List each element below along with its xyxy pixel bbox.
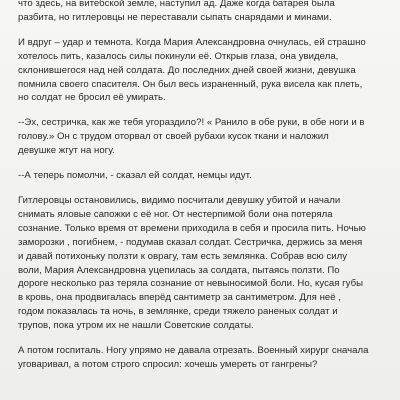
text-line: годом показалась та ночь, в землянке, среди тяжело раненых солдат и (18, 306, 338, 318)
text-line: дороге несколько раз теряла сознание от невыносимой боли. Но, кусая губы (18, 278, 364, 290)
text-line: воли, Мария Александровна уцепилась за солдата, пытаясь ползти. По (18, 264, 340, 276)
text-line: А потом госпиталь. Ногу упрямо не давала отрезать. Военный хирург сначала (18, 345, 369, 357)
paragraph-5 (18, 194, 394, 333)
text-line: Гитлеровцы остановились, видимо посчитали девушку убитой и начали (18, 194, 341, 206)
text-line: --Эх, сестричка, как же тебя угораздило?! « Ранило в обе руки, в обе ноги и в (18, 117, 365, 129)
text-line: снимать яловые сапожки с её ног. От нестерпимой боли она потеряла (18, 208, 333, 220)
text-line: сознание. Только время от времени приходила в себя и просила пить. Ночью (18, 222, 366, 234)
text-line: --А теперь помолчи, - сказал ей солдат, немцы идут. (18, 170, 252, 182)
text-line: хотелось пить, казалось силы покинули её. Открыв глаза, она увидела, (18, 50, 339, 62)
text-line: в кровь, она продвигалась вперёд сантиметр за сантиметром. Для неё , (18, 292, 341, 304)
text-line: что здесь, на витебской земле, наступил ад. Даже когда батарея была (18, 0, 335, 9)
text-line: трупов, пока утром их не нашли Советские солдаты. (18, 320, 254, 332)
text-line: девушке жгут на ногу. (18, 145, 115, 157)
paragraph-1 (18, 0, 394, 25)
text-line: уговаривал, а потом строго спросил: хочешь умереть от гангрены? (18, 358, 318, 370)
text-line: помнила своего спасителя. Он был весь израненный, рука висела как плеть, (18, 78, 363, 90)
text-line: И вдруг – удар и темнота. Когда Мария Александровна очнулась, ей страшно (18, 36, 366, 48)
text-line: склонившегося над ней солдата. До последних дней своей жизни, девушка (18, 64, 356, 76)
paragraph-2 (18, 36, 394, 106)
text-line: и давай потихоньку ползти к оврагу, там есть землянка. Собрав всю силу (18, 250, 348, 262)
paragraph-4 (18, 169, 394, 183)
text-line: заморозки , погибнем, - подумав сказал солдат. Сестричка, держись за меня (18, 236, 363, 248)
text-line: но солдат не бросил её умирать. (18, 92, 166, 104)
text-line: разбита, но гитлеровцы не переставали сыпать снарядами и минами. (18, 11, 332, 23)
paragraph-3 (18, 116, 394, 158)
text-line: голову.» Он с трудом оторвал от своей рубахи кусок ткани и наложил (18, 131, 329, 143)
paragraph-6 (18, 344, 394, 372)
document-text (18, 0, 394, 372)
